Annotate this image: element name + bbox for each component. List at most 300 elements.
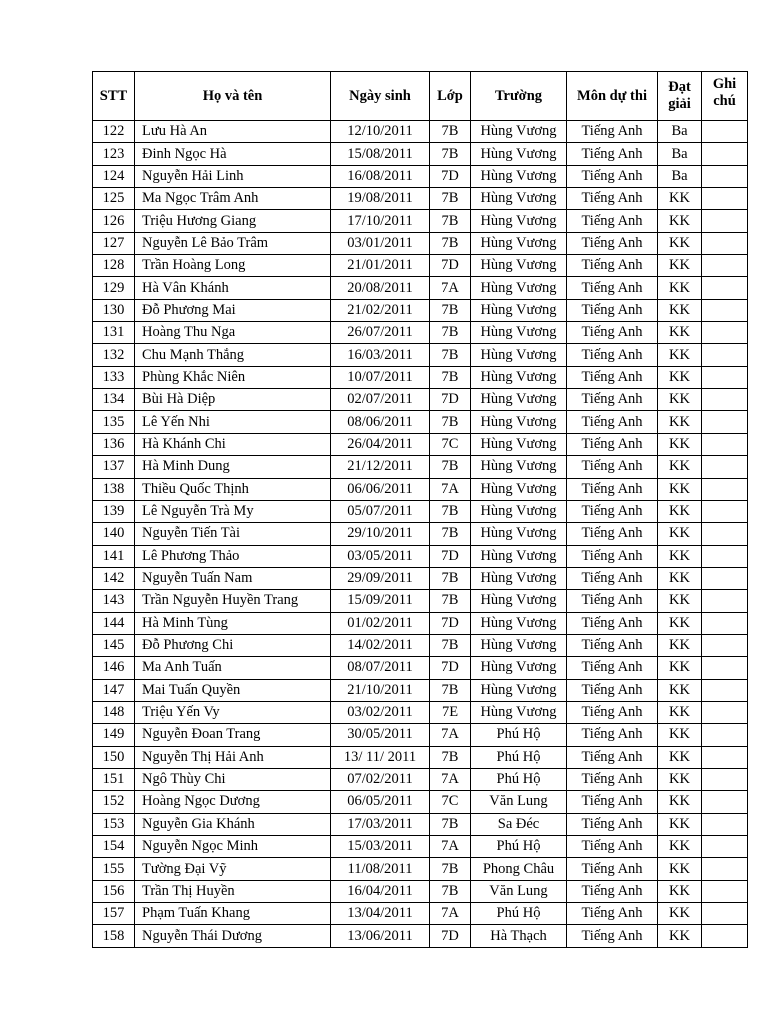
cell-dob: 30/05/2011 (331, 724, 430, 746)
cell-award: KK (658, 277, 702, 299)
cell-stt: 151 (93, 768, 135, 790)
cell-stt: 137 (93, 456, 135, 478)
cell-school: Phú Hộ (471, 903, 567, 925)
cell-school: Hùng Vương (471, 188, 567, 210)
table-row (93, 165, 748, 187)
header-award-line1: Đạt (668, 79, 691, 95)
cell-school: Hùng Vương (471, 143, 567, 165)
table-row (93, 925, 748, 947)
cell-subject: Tiếng Anh (567, 500, 658, 522)
cell-award: KK (658, 411, 702, 433)
table-row (93, 389, 748, 411)
cell-subject: Tiếng Anh (567, 277, 658, 299)
cell-subject: Tiếng Anh (567, 612, 658, 634)
header-subject: Môn dự thi (567, 72, 658, 121)
cell-stt: 153 (93, 813, 135, 835)
table-row (93, 813, 748, 835)
cell-stt: 141 (93, 545, 135, 567)
cell-school: Hùng Vương (471, 657, 567, 679)
cell-note (702, 791, 748, 813)
table-row (93, 322, 748, 344)
cell-dob: 15/03/2011 (331, 836, 430, 858)
table-row (93, 791, 748, 813)
cell-award: KK (658, 456, 702, 478)
table-row (93, 277, 748, 299)
table-row (93, 121, 748, 143)
cell-award: KK (658, 545, 702, 567)
cell-subject: Tiếng Anh (567, 657, 658, 679)
table-row (93, 612, 748, 634)
cell-class: 7D (430, 925, 471, 947)
cell-subject: Tiếng Anh (567, 255, 658, 277)
cell-stt: 128 (93, 255, 135, 277)
cell-name: Lê Phương Thảo (135, 545, 331, 567)
cell-note (702, 478, 748, 500)
cell-class: 7A (430, 277, 471, 299)
cell-subject: Tiếng Anh (567, 813, 658, 835)
cell-subject: Tiếng Anh (567, 634, 658, 656)
cell-note (702, 143, 748, 165)
cell-school: Hà Thạch (471, 925, 567, 947)
header-dob: Ngày sinh (331, 72, 430, 121)
cell-subject: Tiếng Anh (567, 322, 658, 344)
cell-school: Hùng Vương (471, 255, 567, 277)
cell-dob: 29/10/2011 (331, 523, 430, 545)
cell-stt: 156 (93, 880, 135, 902)
cell-name: Thiều Quốc Thịnh (135, 478, 331, 500)
cell-class: 7D (430, 612, 471, 634)
cell-award: KK (658, 344, 702, 366)
header-stt: STT (93, 72, 135, 121)
cell-subject: Tiếng Anh (567, 121, 658, 143)
cell-name: Nguyễn Đoan Trang (135, 724, 331, 746)
cell-school: Hùng Vương (471, 456, 567, 478)
cell-dob: 21/02/2011 (331, 299, 430, 321)
cell-name: Hoàng Thu Nga (135, 322, 331, 344)
table-row (93, 232, 748, 254)
cell-award: KK (658, 724, 702, 746)
cell-note (702, 165, 748, 187)
cell-school: Hùng Vương (471, 121, 567, 143)
cell-award: KK (658, 590, 702, 612)
cell-class: 7B (430, 322, 471, 344)
cell-stt: 131 (93, 322, 135, 344)
cell-name: Nguyễn Ngọc Minh (135, 836, 331, 858)
cell-class: 7B (430, 634, 471, 656)
cell-award: KK (658, 634, 702, 656)
cell-name: Ma Anh Tuấn (135, 657, 331, 679)
cell-dob: 19/08/2011 (331, 188, 430, 210)
cell-award: KK (658, 746, 702, 768)
cell-award: KK (658, 299, 702, 321)
cell-dob: 06/06/2011 (331, 478, 430, 500)
cell-dob: 10/07/2011 (331, 366, 430, 388)
cell-award: KK (658, 567, 702, 589)
table-row (93, 634, 748, 656)
cell-note (702, 389, 748, 411)
cell-name: Nguyễn Tiến Tài (135, 523, 331, 545)
cell-dob: 16/03/2011 (331, 344, 430, 366)
cell-school: Hùng Vương (471, 366, 567, 388)
table-row (93, 701, 748, 723)
cell-note (702, 500, 748, 522)
cell-class: 7D (430, 657, 471, 679)
cell-award: KK (658, 500, 702, 522)
table-row (93, 433, 748, 455)
cell-dob: 16/04/2011 (331, 880, 430, 902)
cell-subject: Tiếng Anh (567, 143, 658, 165)
cell-subject: Tiếng Anh (567, 210, 658, 232)
cell-stt: 144 (93, 612, 135, 634)
cell-class: 7B (430, 411, 471, 433)
cell-school: Hùng Vương (471, 322, 567, 344)
cell-note (702, 545, 748, 567)
table-row (93, 567, 748, 589)
table-row (93, 366, 748, 388)
cell-dob: 15/08/2011 (331, 143, 430, 165)
cell-school: Hùng Vương (471, 634, 567, 656)
cell-stt: 152 (93, 791, 135, 813)
cell-note (702, 836, 748, 858)
cell-note (702, 858, 748, 880)
cell-stt: 132 (93, 344, 135, 366)
table-row (93, 143, 748, 165)
cell-note (702, 277, 748, 299)
cell-award: KK (658, 925, 702, 947)
cell-name: Trần Hoàng Long (135, 255, 331, 277)
cell-note (702, 456, 748, 478)
cell-school: Văn Lung (471, 880, 567, 902)
cell-name: Nguyễn Hải Linh (135, 165, 331, 187)
cell-dob: 14/02/2011 (331, 634, 430, 656)
cell-stt: 155 (93, 858, 135, 880)
cell-school: Hùng Vương (471, 590, 567, 612)
cell-subject: Tiếng Anh (567, 232, 658, 254)
table-row (93, 858, 748, 880)
header-award (658, 72, 702, 121)
cell-stt: 138 (93, 478, 135, 500)
header-row (93, 72, 748, 121)
cell-award: KK (658, 768, 702, 790)
table-row (93, 590, 748, 612)
cell-dob: 16/08/2011 (331, 165, 430, 187)
table-row (93, 188, 748, 210)
cell-stt: 139 (93, 500, 135, 522)
cell-school: Phong Châu (471, 858, 567, 880)
cell-class: 7B (430, 523, 471, 545)
cell-subject: Tiếng Anh (567, 389, 658, 411)
cell-subject: Tiếng Anh (567, 880, 658, 902)
table-row (93, 746, 748, 768)
cell-note (702, 612, 748, 634)
cell-class: 7A (430, 478, 471, 500)
cell-stt: 124 (93, 165, 135, 187)
cell-class: 7B (430, 121, 471, 143)
cell-class: 7D (430, 545, 471, 567)
cell-school: Hùng Vương (471, 389, 567, 411)
cell-dob: 01/02/2011 (331, 612, 430, 634)
cell-dob: 05/07/2011 (331, 500, 430, 522)
cell-dob: 02/07/2011 (331, 389, 430, 411)
cell-award: Ba (658, 121, 702, 143)
cell-award: KK (658, 612, 702, 634)
cell-dob: 11/08/2011 (331, 858, 430, 880)
cell-note (702, 255, 748, 277)
cell-dob: 13/ 11/ 2011 (331, 746, 430, 768)
cell-award: KK (658, 188, 702, 210)
cell-class: 7B (430, 456, 471, 478)
cell-note (702, 903, 748, 925)
cell-dob: 21/01/2011 (331, 255, 430, 277)
cell-stt: 145 (93, 634, 135, 656)
cell-name: Hà Khánh Chi (135, 433, 331, 455)
cell-name: Hà Vân Khánh (135, 277, 331, 299)
cell-dob: 15/09/2011 (331, 590, 430, 612)
cell-stt: 148 (93, 701, 135, 723)
cell-name: Nguyễn Tuấn Nam (135, 567, 331, 589)
cell-subject: Tiếng Anh (567, 724, 658, 746)
cell-stt: 147 (93, 679, 135, 701)
cell-name: Hà Minh Tùng (135, 612, 331, 634)
cell-name: Trần Nguyễn Huyền Trang (135, 590, 331, 612)
cell-name: Phạm Tuấn Khang (135, 903, 331, 925)
cell-award: KK (658, 813, 702, 835)
cell-note (702, 657, 748, 679)
cell-subject: Tiếng Anh (567, 746, 658, 768)
cell-class: 7A (430, 768, 471, 790)
cell-dob: 08/07/2011 (331, 657, 430, 679)
cell-school: Hùng Vương (471, 545, 567, 567)
cell-dob: 03/05/2011 (331, 545, 430, 567)
table-row (93, 523, 748, 545)
cell-stt: 134 (93, 389, 135, 411)
cell-dob: 07/02/2011 (331, 768, 430, 790)
header-school: Trường (471, 72, 567, 121)
cell-stt: 135 (93, 411, 135, 433)
cell-award: KK (658, 389, 702, 411)
cell-school: Sa Đéc (471, 813, 567, 835)
cell-name: Bùi Hà Diệp (135, 389, 331, 411)
cell-note (702, 411, 748, 433)
cell-award: KK (658, 679, 702, 701)
cell-stt: 126 (93, 210, 135, 232)
cell-subject: Tiếng Anh (567, 433, 658, 455)
cell-class: 7B (430, 232, 471, 254)
cell-award: Ba (658, 143, 702, 165)
cell-award: KK (658, 880, 702, 902)
cell-subject: Tiếng Anh (567, 523, 658, 545)
cell-school: Phú Hộ (471, 724, 567, 746)
cell-note (702, 768, 748, 790)
cell-stt: 149 (93, 724, 135, 746)
table-header (93, 72, 748, 121)
cell-class: 7B (430, 344, 471, 366)
table-row (93, 299, 748, 321)
cell-class: 7B (430, 567, 471, 589)
cell-award: KK (658, 791, 702, 813)
table-row (93, 903, 748, 925)
table-row (93, 500, 748, 522)
cell-name: Nguyễn Gia Khánh (135, 813, 331, 835)
cell-note (702, 634, 748, 656)
cell-stt: 154 (93, 836, 135, 858)
cell-subject: Tiếng Anh (567, 679, 658, 701)
cell-stt: 122 (93, 121, 135, 143)
table-row (93, 657, 748, 679)
cell-school: Hùng Vương (471, 478, 567, 500)
cell-name: Ngô Thùy Chi (135, 768, 331, 790)
cell-name: Đỗ Phương Mai (135, 299, 331, 321)
cell-dob: 13/06/2011 (331, 925, 430, 947)
cell-award: KK (658, 232, 702, 254)
cell-school: Hùng Vương (471, 232, 567, 254)
cell-note (702, 322, 748, 344)
cell-school: Văn Lung (471, 791, 567, 813)
cell-class: 7B (430, 858, 471, 880)
cell-dob: 06/05/2011 (331, 791, 430, 813)
cell-school: Hùng Vương (471, 299, 567, 321)
cell-dob: 26/04/2011 (331, 433, 430, 455)
cell-dob: 17/03/2011 (331, 813, 430, 835)
cell-dob: 17/10/2011 (331, 210, 430, 232)
header-note-line1: Ghi (712, 76, 737, 92)
table-body (93, 121, 748, 948)
cell-name: Đinh Ngọc Hà (135, 143, 331, 165)
cell-award: KK (658, 657, 702, 679)
cell-dob: 21/10/2011 (331, 679, 430, 701)
table-row (93, 679, 748, 701)
cell-school: Hùng Vương (471, 411, 567, 433)
cell-class: 7B (430, 880, 471, 902)
cell-note (702, 232, 748, 254)
cell-stt: 133 (93, 366, 135, 388)
cell-dob: 12/10/2011 (331, 121, 430, 143)
cell-class: 7A (430, 903, 471, 925)
cell-award: KK (658, 433, 702, 455)
cell-subject: Tiếng Anh (567, 701, 658, 723)
cell-school: Hùng Vương (471, 210, 567, 232)
cell-subject: Tiếng Anh (567, 836, 658, 858)
cell-note (702, 701, 748, 723)
cell-award: KK (658, 858, 702, 880)
cell-class: 7D (430, 165, 471, 187)
cell-award: Ba (658, 165, 702, 187)
table-row (93, 545, 748, 567)
cell-note (702, 344, 748, 366)
cell-dob: 26/07/2011 (331, 322, 430, 344)
cell-class: 7C (430, 791, 471, 813)
cell-school: Phú Hộ (471, 768, 567, 790)
cell-note (702, 188, 748, 210)
cell-subject: Tiếng Anh (567, 344, 658, 366)
cell-subject: Tiếng Anh (567, 299, 658, 321)
cell-name: Nguyễn Thái Dương (135, 925, 331, 947)
cell-subject: Tiếng Anh (567, 925, 658, 947)
cell-subject: Tiếng Anh (567, 165, 658, 187)
cell-note (702, 590, 748, 612)
cell-name: Lê Nguyễn Trà My (135, 500, 331, 522)
cell-school: Hùng Vương (471, 165, 567, 187)
cell-dob: 03/01/2011 (331, 232, 430, 254)
cell-school: Hùng Vương (471, 277, 567, 299)
cell-subject: Tiếng Anh (567, 411, 658, 433)
cell-stt: 158 (93, 925, 135, 947)
cell-stt: 129 (93, 277, 135, 299)
cell-subject: Tiếng Anh (567, 366, 658, 388)
cell-stt: 136 (93, 433, 135, 455)
cell-stt: 143 (93, 590, 135, 612)
cell-stt: 146 (93, 657, 135, 679)
cell-note (702, 925, 748, 947)
header-note-line2: chú (713, 93, 736, 109)
cell-name: Đỗ Phương Chi (135, 634, 331, 656)
cell-subject: Tiếng Anh (567, 791, 658, 813)
cell-subject: Tiếng Anh (567, 858, 658, 880)
cell-class: 7B (430, 500, 471, 522)
cell-award: KK (658, 701, 702, 723)
cell-note (702, 880, 748, 902)
cell-dob: 29/09/2011 (331, 567, 430, 589)
cell-note (702, 210, 748, 232)
cell-note (702, 366, 748, 388)
table-row (93, 344, 748, 366)
cell-note (702, 724, 748, 746)
cell-award: KK (658, 478, 702, 500)
cell-class: 7B (430, 679, 471, 701)
cell-class: 7B (430, 590, 471, 612)
cell-note (702, 567, 748, 589)
cell-note (702, 813, 748, 835)
table-row (93, 255, 748, 277)
table-row (93, 456, 748, 478)
cell-name: Mai Tuấn Quyền (135, 679, 331, 701)
cell-dob: 13/04/2011 (331, 903, 430, 925)
table-row (93, 478, 748, 500)
cell-name: Hà Minh Dung (135, 456, 331, 478)
header-name: Họ và tên (135, 72, 331, 121)
cell-subject: Tiếng Anh (567, 903, 658, 925)
cell-subject: Tiếng Anh (567, 478, 658, 500)
cell-stt: 140 (93, 523, 135, 545)
cell-award: KK (658, 523, 702, 545)
cell-subject: Tiếng Anh (567, 545, 658, 567)
cell-class: 7B (430, 210, 471, 232)
cell-note (702, 523, 748, 545)
cell-name: Nguyễn Lê Bảo Trâm (135, 232, 331, 254)
cell-subject: Tiếng Anh (567, 768, 658, 790)
cell-subject: Tiếng Anh (567, 567, 658, 589)
cell-award: KK (658, 366, 702, 388)
cell-school: Phú Hộ (471, 746, 567, 768)
cell-school: Hùng Vương (471, 433, 567, 455)
table-row (93, 724, 748, 746)
cell-class: 7B (430, 188, 471, 210)
cell-name: Ma Ngọc Trâm Anh (135, 188, 331, 210)
cell-stt: 127 (93, 232, 135, 254)
cell-stt: 125 (93, 188, 135, 210)
cell-name: Triệu Hương Giang (135, 210, 331, 232)
cell-school: Hùng Vương (471, 701, 567, 723)
table-row (93, 836, 748, 858)
table-row (93, 768, 748, 790)
cell-school: Phú Hộ (471, 836, 567, 858)
cell-class: 7B (430, 813, 471, 835)
cell-stt: 123 (93, 143, 135, 165)
cell-stt: 157 (93, 903, 135, 925)
cell-school: Hùng Vương (471, 612, 567, 634)
cell-school: Hùng Vương (471, 500, 567, 522)
cell-dob: 03/02/2011 (331, 701, 430, 723)
